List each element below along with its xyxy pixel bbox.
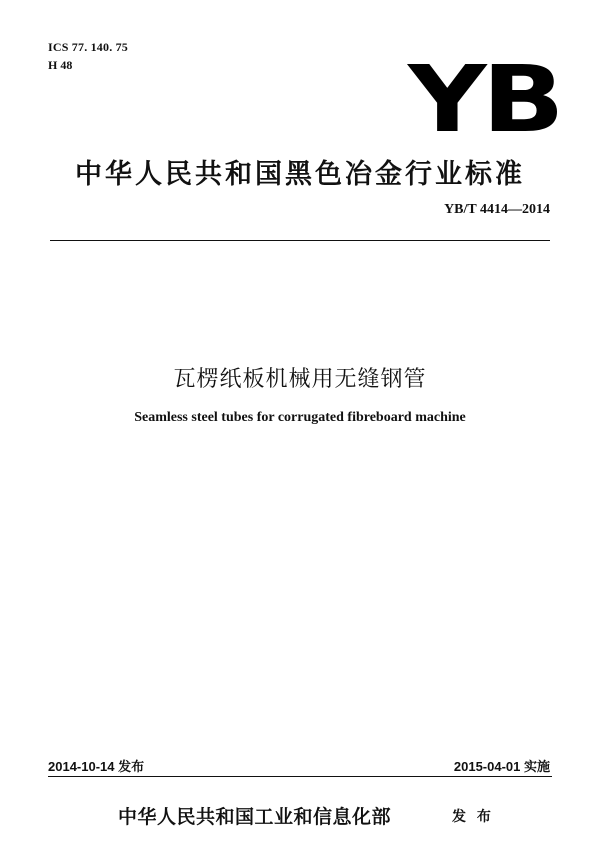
standard-number: YB/T 4414—2014 xyxy=(444,202,550,217)
publisher-name: 中华人民共和国工业和信息化部 xyxy=(118,806,392,828)
document-title-english: Seamless steel tubes for corrugated fibreboard machine xyxy=(134,410,466,425)
issue-date: 2014-10-14 发布 xyxy=(48,759,145,774)
yb-logo: YB xyxy=(408,46,560,153)
document-title-chinese: 瓦楞纸板机械用无缝钢管 xyxy=(173,367,427,392)
publish-label: 发 布 xyxy=(452,809,494,825)
standard-type-heading: 中华人民共和国黑色冶金行业标准 xyxy=(75,159,525,190)
header-divider xyxy=(50,240,550,241)
ics-code: ICS 77. 140. 75 xyxy=(48,40,129,54)
footer-divider xyxy=(48,776,552,777)
category-code: H 48 xyxy=(48,58,73,72)
implementation-date: 2015-04-01 实施 xyxy=(453,759,550,774)
